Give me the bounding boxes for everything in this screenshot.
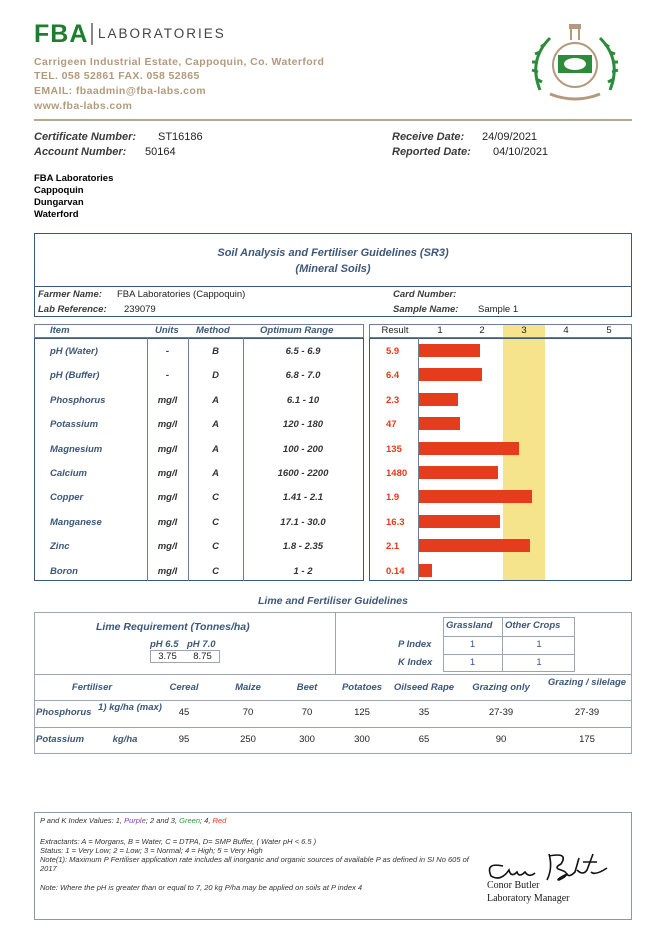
row-units: -: [165, 346, 170, 357]
phosphorus-value: 45: [178, 707, 190, 718]
divider: [335, 612, 336, 674]
lab-reference-value: 239079: [124, 304, 156, 315]
row-result: 5.9: [386, 346, 400, 357]
result-bar: [419, 539, 530, 552]
pk-index-note: [40, 816, 226, 825]
k-index-other: 1: [536, 657, 542, 668]
p-index-other: 1: [536, 639, 542, 650]
receive-date-label: Receive Date:: [392, 131, 465, 143]
ph65-value: 3.75: [158, 651, 177, 662]
pk-red: Red: [212, 816, 227, 825]
cert-number-value: ST16186: [158, 131, 203, 143]
row-result: 2.1: [386, 541, 400, 553]
divider: [34, 700, 632, 701]
recipient-line: Waterford: [34, 209, 79, 220]
ph70-label: pH 7.0: [187, 639, 216, 650]
pk-4: ; 4,: [200, 816, 213, 825]
fert-header: Fertiliser: [71, 682, 113, 693]
phosphorus-label: Phosphorus: [36, 707, 92, 718]
lab-reference-label: Lab Reference:: [38, 304, 107, 315]
row-range: 6.5 - 6.9: [285, 346, 321, 357]
phosphorus-value: 27-39: [574, 707, 600, 718]
row-units: mg/l: [157, 468, 178, 479]
row-result: 6.4: [386, 370, 400, 382]
row-units: mg/l: [157, 541, 178, 553]
k-index-label: K Index: [398, 657, 433, 668]
status-note: Status: 1 = Very Low; 2 = Low; 3 = Normal; 4 = High; 5 = Very High: [40, 846, 263, 855]
row-range: 6.1 - 10: [286, 394, 320, 406]
recipient-line: Cappoquin: [34, 185, 84, 196]
crest-logo-icon: [520, 20, 630, 102]
row-item: Calcium: [50, 468, 87, 479]
row-item: Manganese: [50, 516, 102, 528]
pk-2: ; 2 and 3,: [145, 816, 180, 825]
row-method: A: [212, 443, 219, 455]
row-item: Magnesium: [50, 443, 103, 455]
signer-role: Laboratory Manager: [487, 893, 570, 904]
reported-date-label: Reported Date:: [392, 146, 471, 158]
lime-section-title: Lime and Fertiliser Guidelines: [258, 595, 408, 607]
email: EMAIL: fbaadmin@fba-labs.com: [34, 85, 206, 97]
index-label: 4: [563, 325, 569, 336]
reported-date-value: 04/10/2021: [493, 146, 549, 158]
fert-header: Cereal: [169, 682, 199, 693]
row-method: C: [212, 492, 219, 504]
brand-laboratories: LABORATORIES: [98, 26, 226, 41]
divider: [34, 674, 632, 675]
grassland-label: Grassland: [446, 620, 493, 631]
phosphorus-value: 125: [354, 707, 370, 718]
header-item: Item: [50, 325, 70, 336]
row-units: -: [165, 370, 170, 382]
row-result: 1480: [386, 468, 408, 479]
ph65-label: pH 6.5: [150, 639, 179, 650]
pk-green: Green: [179, 816, 200, 825]
result-bar: [419, 344, 480, 357]
row-item: Boron: [50, 565, 78, 577]
divider: [34, 727, 632, 728]
index-label: 2: [479, 325, 485, 336]
recipient-line: FBA Laboratories: [34, 173, 114, 184]
potassium-value: 95: [178, 734, 190, 745]
index-label: 3: [521, 325, 527, 336]
row-item: Copper: [50, 492, 84, 504]
cert-number-label: Certificate Number:: [34, 131, 137, 143]
potassium-value: 65: [418, 734, 430, 745]
phosphorus-value: 70: [242, 707, 254, 718]
potassium-unit: kg/ha: [112, 734, 138, 745]
fert-header: Oilseed Rape: [393, 682, 455, 693]
potassium-value: 300: [354, 734, 370, 745]
row-range: 120 - 180: [282, 419, 324, 431]
row-method: A: [212, 419, 219, 431]
row-method: C: [212, 516, 219, 528]
extractants-note: Extractants: A = Morgans, B = Water, C = DTPA, D= SMP Buffer, ( Water pH < 6.5 ): [40, 837, 317, 846]
phosphorus-value: 27-39: [488, 707, 514, 718]
signer-name: Conor Butler: [487, 880, 540, 891]
divider: [443, 654, 575, 655]
header-units: Units: [155, 325, 179, 336]
other-crops-label: Other Crops: [505, 620, 561, 631]
report-title: Soil Analysis and Fertiliser Guidelines (SR3): [217, 247, 449, 259]
result-bar: [419, 515, 500, 528]
row-result: 16.3: [386, 516, 405, 528]
row-units: mg/l: [157, 492, 178, 504]
potassium-value: 90: [495, 734, 507, 745]
report-subtitle: (Mineral Soils): [295, 263, 371, 275]
potassium-label: Potassium: [36, 734, 85, 745]
farmer-name-label: Farmer Name:: [38, 289, 102, 300]
result-bar: [419, 564, 432, 577]
row-result: 0.14: [386, 565, 405, 577]
phosphorus-value: 70: [301, 707, 313, 718]
row-item: pH (Buffer): [50, 370, 100, 382]
fert-header: Beet: [296, 682, 318, 693]
row-result: 2.3: [386, 394, 400, 406]
row-units: mg/l: [157, 394, 178, 406]
card-number-label: Card Number:: [393, 289, 457, 300]
note-1: Note(1): Maximum P Fertiliser application rate includes all inorganic and organic sources of available P as defined in SI No 605 of 2017: [40, 855, 469, 873]
row-item: pH (Water): [50, 346, 98, 357]
row-result: 1.9: [386, 492, 400, 504]
row-item: Zinc: [50, 541, 70, 553]
row-range: 1 - 2: [293, 565, 313, 577]
pk-prefix: P and K Index Values:: [40, 816, 116, 825]
row-item: Phosphorus: [50, 394, 106, 406]
result-bar: [419, 490, 532, 503]
row-range: 6.8 - 7.0: [285, 370, 321, 382]
row-range: 1.8 - 2.35: [282, 541, 324, 553]
row-result: 135: [386, 443, 402, 455]
row-method: D: [212, 370, 219, 382]
brand-divider: [91, 23, 93, 45]
row-range: 100 - 200: [282, 443, 324, 455]
row-units: mg/l: [157, 419, 178, 431]
row-method: C: [212, 565, 219, 577]
row-method: A: [212, 394, 219, 406]
signature: [483, 848, 613, 884]
row-range: 17.1 - 30.0: [280, 516, 326, 528]
fert-header: Potatoes: [341, 682, 383, 693]
header-divider: [34, 119, 632, 121]
divider: [443, 636, 575, 637]
phosphorus-value: 35: [418, 707, 430, 718]
pk-1: 1,: [115, 816, 125, 825]
address: Carrigeen Industrial Estate, Cappoquin, Co. Waterford: [34, 56, 325, 68]
pk-purple: Purple: [124, 816, 146, 825]
fert-header: Grazing / silelage: [547, 677, 627, 688]
header-range: Optimum Range: [260, 325, 334, 336]
row-units: mg/l: [157, 565, 178, 577]
account-number-value: 50164: [145, 146, 176, 158]
p-index-label: P Index: [398, 639, 432, 650]
row-method: B: [212, 346, 219, 357]
lime-req-title: Lime Requirement (Tonnes/ha): [96, 621, 250, 633]
fert-header: Grazing only: [472, 682, 530, 693]
p-index-grassland: 1: [469, 639, 476, 650]
divider: [35, 286, 631, 287]
result-bar: [419, 368, 482, 381]
result-bar: [419, 466, 498, 479]
ph70-value: 8.75: [193, 651, 212, 662]
index-label: 5: [606, 325, 612, 336]
result-bar: [419, 442, 519, 455]
sample-name-label: Sample Name:: [393, 304, 459, 315]
fert-header: Maize: [235, 682, 261, 693]
row-method: C: [212, 541, 219, 553]
header-method: Method: [196, 325, 230, 336]
phosphorus-unit: 1) kg/ha (max): [98, 702, 162, 713]
website: www.fba-labs.com: [34, 100, 133, 112]
account-number-label: Account Number:: [34, 146, 127, 158]
phone-fax: TEL. 058 52861 FAX. 058 52865: [34, 70, 200, 82]
k-index-grassland: 1: [469, 657, 476, 668]
row-units: mg/l: [157, 443, 178, 455]
recipient-line: Dungarvan: [34, 197, 84, 208]
potassium-value: 175: [579, 734, 595, 745]
receive-date-value: 24/09/2021: [482, 131, 538, 143]
sample-name-value: Sample 1: [478, 304, 519, 315]
farmer-name-value: FBA Laboratories (Cappoquin): [117, 289, 246, 300]
potassium-value: 300: [299, 734, 315, 745]
index-label: 1: [437, 325, 443, 336]
potassium-value: 250: [240, 734, 256, 745]
result-bar: [419, 393, 458, 406]
note-2: Note: Where the pH is greater than or equal to 7, 20 kg P/ha may be applied on soils at P index 4: [40, 883, 362, 892]
row-item: Potassium: [50, 419, 99, 431]
brand-name: FBA: [34, 20, 89, 48]
header-result: Result: [381, 325, 409, 336]
row-result: 47: [386, 419, 397, 431]
row-units: mg/l: [157, 516, 178, 528]
result-bar: [419, 417, 460, 430]
row-range: 1600 - 2200: [277, 468, 329, 479]
row-method: A: [212, 468, 219, 479]
row-range: 1.41 - 2.1: [282, 492, 324, 504]
